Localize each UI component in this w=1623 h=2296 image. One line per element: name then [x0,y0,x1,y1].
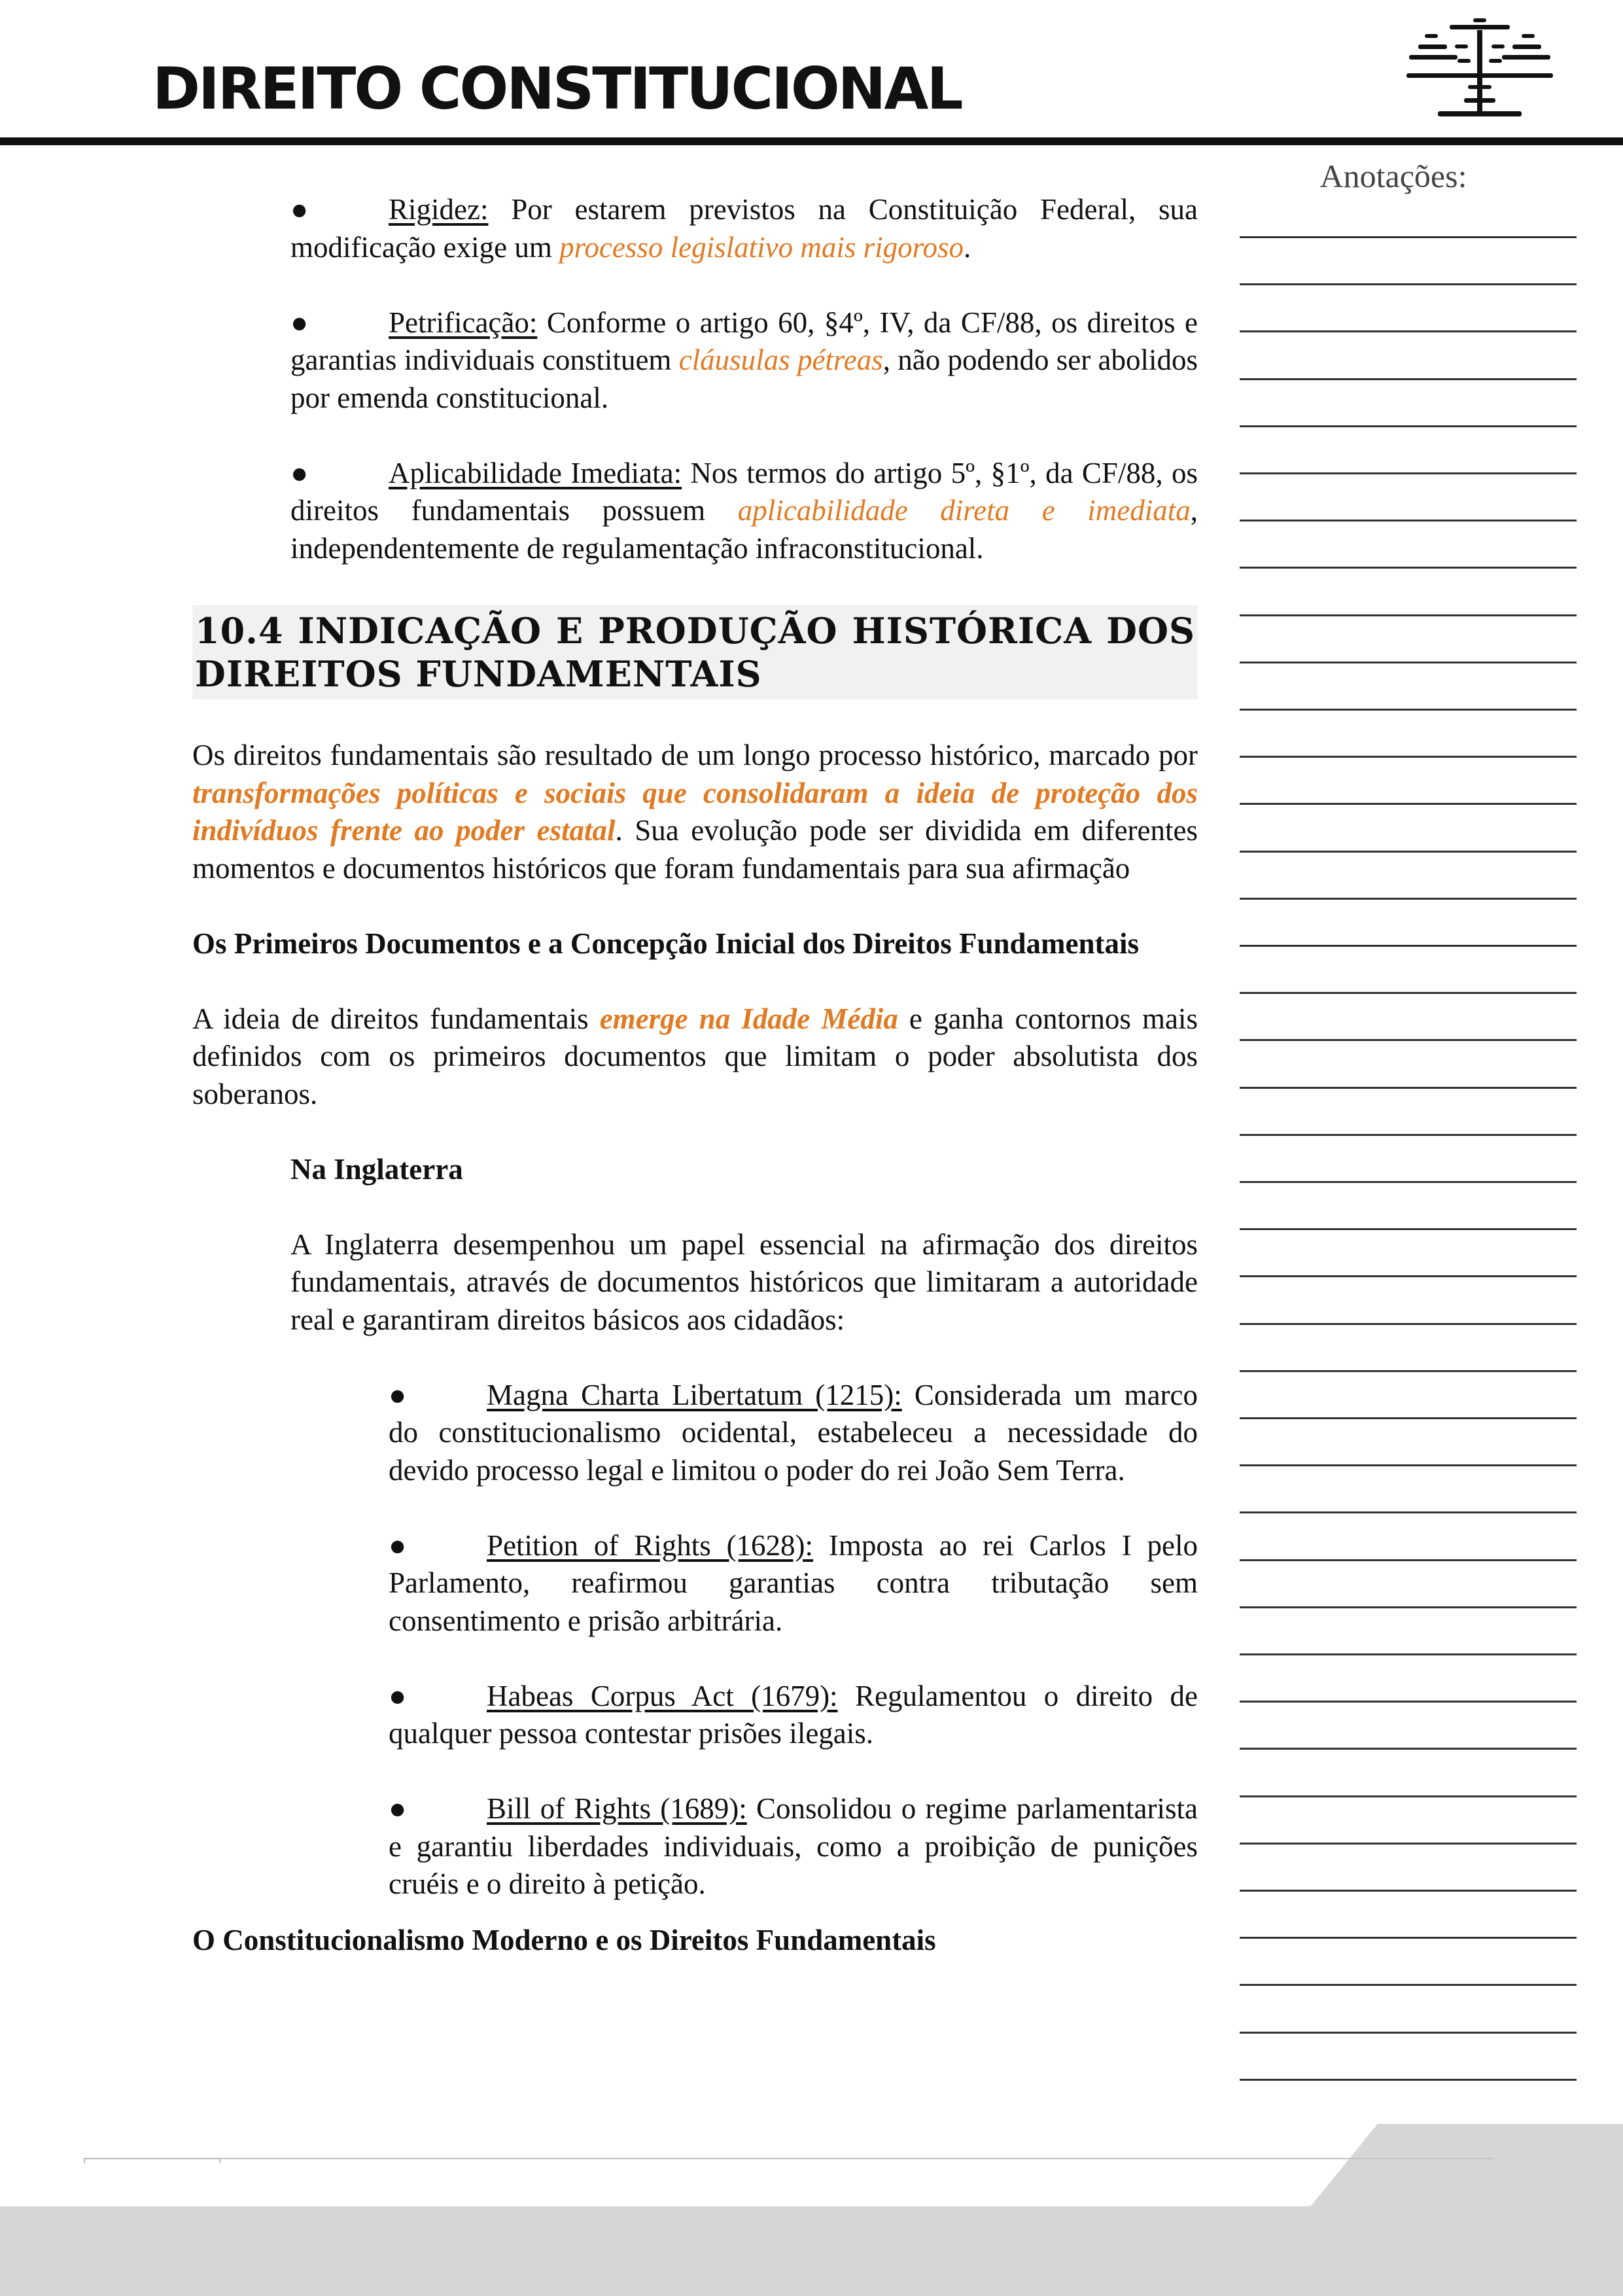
list-item-rigidez [290,191,1198,266]
bullet-icon: ● [290,193,309,226]
bullet-icon: ● [389,1378,407,1411]
highlight: processo legislativo mais rigoroso [559,230,964,264]
list-item-aplicabilidade [290,455,1198,568]
term-aplicabilidade: Aplicabilidade Imediata: [389,456,682,489]
document-text: Imposta ao rei Carlos I pelo Parlamento, reafirmou garantias contra tributação sem consentimento e prisão arbitrária. [389,1528,1198,1637]
subheading-inglaterra: Na Inglaterra [290,1152,463,1186]
notes-line [1240,236,1577,238]
paragraph-inglaterra: A Inglaterra desempenhou um papel essencial na afirmação dos direitos fundamentais, através de documentos históricos que limitaram a autoridade real e garantiram direitos básicos aos cidadãos: [290,1227,1198,1336]
document-term: Magna Charta Libertatum (1215): [487,1378,902,1411]
list-item-document [389,1678,1198,1753]
notes-line [1240,1417,1577,1419]
notes-line [1240,1323,1577,1325]
text: . [964,230,971,264]
text: , independentemente de regulamentação infraconstitucional. [290,494,1198,565]
text: Os direitos fundamentais são resultado de um longo processo histórico, marcado por [192,739,1198,771]
notes-line [1240,1653,1577,1655]
notes-line [1240,1606,1577,1608]
notes-line [1240,992,1577,994]
notes-line [1240,1795,1577,1797]
notes-line [1240,425,1577,427]
notes-lines [1240,0,1577,2296]
document-term: Petition of Rights (1628): [487,1528,814,1562]
document-text: Considerada um marco do constitucionalismo ocidental, estabeleceu a necessidade do devido processo legal e limitou o poder do rei João Sem Terra. [389,1378,1198,1487]
notes-line [1240,1511,1577,1513]
term-rigidez: Rigidez: [389,193,489,226]
text: Nos termos do artigo 5º, §1º, da CF/88, os direitos fundamentais possuem [290,456,1198,527]
list-item-document [389,1377,1198,1490]
text: Conforme o artigo 60, §4º, IV, da CF/88, os direitos e garantias individuais constituem [290,306,1198,376]
paragraph-intro [192,737,1198,887]
footer-line [84,2158,1493,2159]
notes-line [1240,378,1577,380]
notes-line [1240,1559,1577,1561]
notes-line [1240,898,1577,900]
bullet-icon: ● [290,306,309,339]
footer-page-box [84,2158,220,2163]
notes-line [1240,756,1577,758]
notes-line [1240,1984,1577,1986]
text: . Sua evolução pode ser dividida em diferentes momentos e documentos históricos que foram fundamentais para sua afirmação [192,814,1198,885]
list-item-document [389,1527,1198,1640]
document-term: Bill of Rights (1689): [487,1792,747,1825]
footer-band [0,2206,1623,2296]
notes-title: Anotações: [1319,158,1467,194]
notes-line [1240,1843,1577,1845]
document-term: Habeas Corpus Act (1679): [487,1679,838,1712]
page-header-title: DIREITO CONSTITUCIONAL [152,55,962,122]
notes-line [1240,2079,1577,2081]
notes-line [1240,1464,1577,1466]
text: A ideia de direitos fundamentais [192,1002,600,1035]
document-text: Consolidou o regime parlamentarista e garantiu liberdades individuais, como a proibição de punições cruéis e o direito à petição. [389,1792,1198,1900]
notes-line [1240,851,1577,853]
subheading-constitucionalismo-moderno: O Constitucionalismo Moderno e os Direitos Fundamentais [192,1923,936,1956]
notes-line [1240,283,1577,285]
bullet-icon: ● [389,1679,407,1712]
section-heading: 10.4 INDICAÇÃO E PRODUÇÃO HISTÓRICA DOS DIREITOS FUNDAMENTAIS [192,605,1198,699]
notes-line [1240,1228,1577,1230]
notes-line [1240,1275,1577,1277]
notes-line [1240,1181,1577,1183]
notes-line [1240,1748,1577,1750]
notes-line [1240,330,1577,332]
list-item-petrificacao [290,304,1198,417]
main-content [192,191,1198,1959]
notes-line [1240,1134,1577,1136]
highlight: emerge na Idade Média [599,1002,898,1035]
text: e ganha contornos mais definidos com os primeiros documentos que limitam o poder absolutista dos soberanos. [192,1002,1198,1110]
text: Por estarem previstos na Constituição Federal, sua modificação exige um [290,193,1198,264]
subheading-first-documents: Os Primeiros Documentos e a Concepção Inicial dos Direitos Fundamentais [192,927,1140,960]
notes-line [1240,2032,1577,2034]
notes-line [1240,662,1577,663]
highlight: transformações políticas e sociais que consolidaram a ideia de proteção dos indivíduos frente ao poder estatal [192,776,1198,847]
highlight: cláusulas pétreas [678,344,883,376]
notes-line [1240,1937,1577,1939]
bullet-icon: ● [389,1528,407,1562]
bullet-icon: ● [290,456,309,489]
notes-line [1240,614,1577,616]
notes-line [1240,1890,1577,1892]
text: , não podendo ser abolidos por emenda constitucional. [290,344,1198,414]
highlight: aplicabilidade direta e imediata [737,494,1191,527]
term-petrificacao: Petrificação: [389,306,538,339]
notes-line [1240,803,1577,805]
paragraph-idade-media [192,1000,1198,1114]
notes-line [1240,1701,1577,1703]
notes-line [1240,1087,1577,1089]
notes-line [1240,520,1577,521]
document-text: Regulamentou o direito de qualquer pessoa contestar prisões ilegais. [389,1679,1198,1750]
notes-line [1240,472,1577,474]
notes-line [1240,945,1577,947]
notes-line [1240,709,1577,711]
notes-line [1240,1370,1577,1372]
list-item-document [389,1790,1198,1903]
bullet-icon: ● [389,1792,407,1825]
notes-line [1240,1039,1577,1041]
notes-line [1240,567,1577,569]
